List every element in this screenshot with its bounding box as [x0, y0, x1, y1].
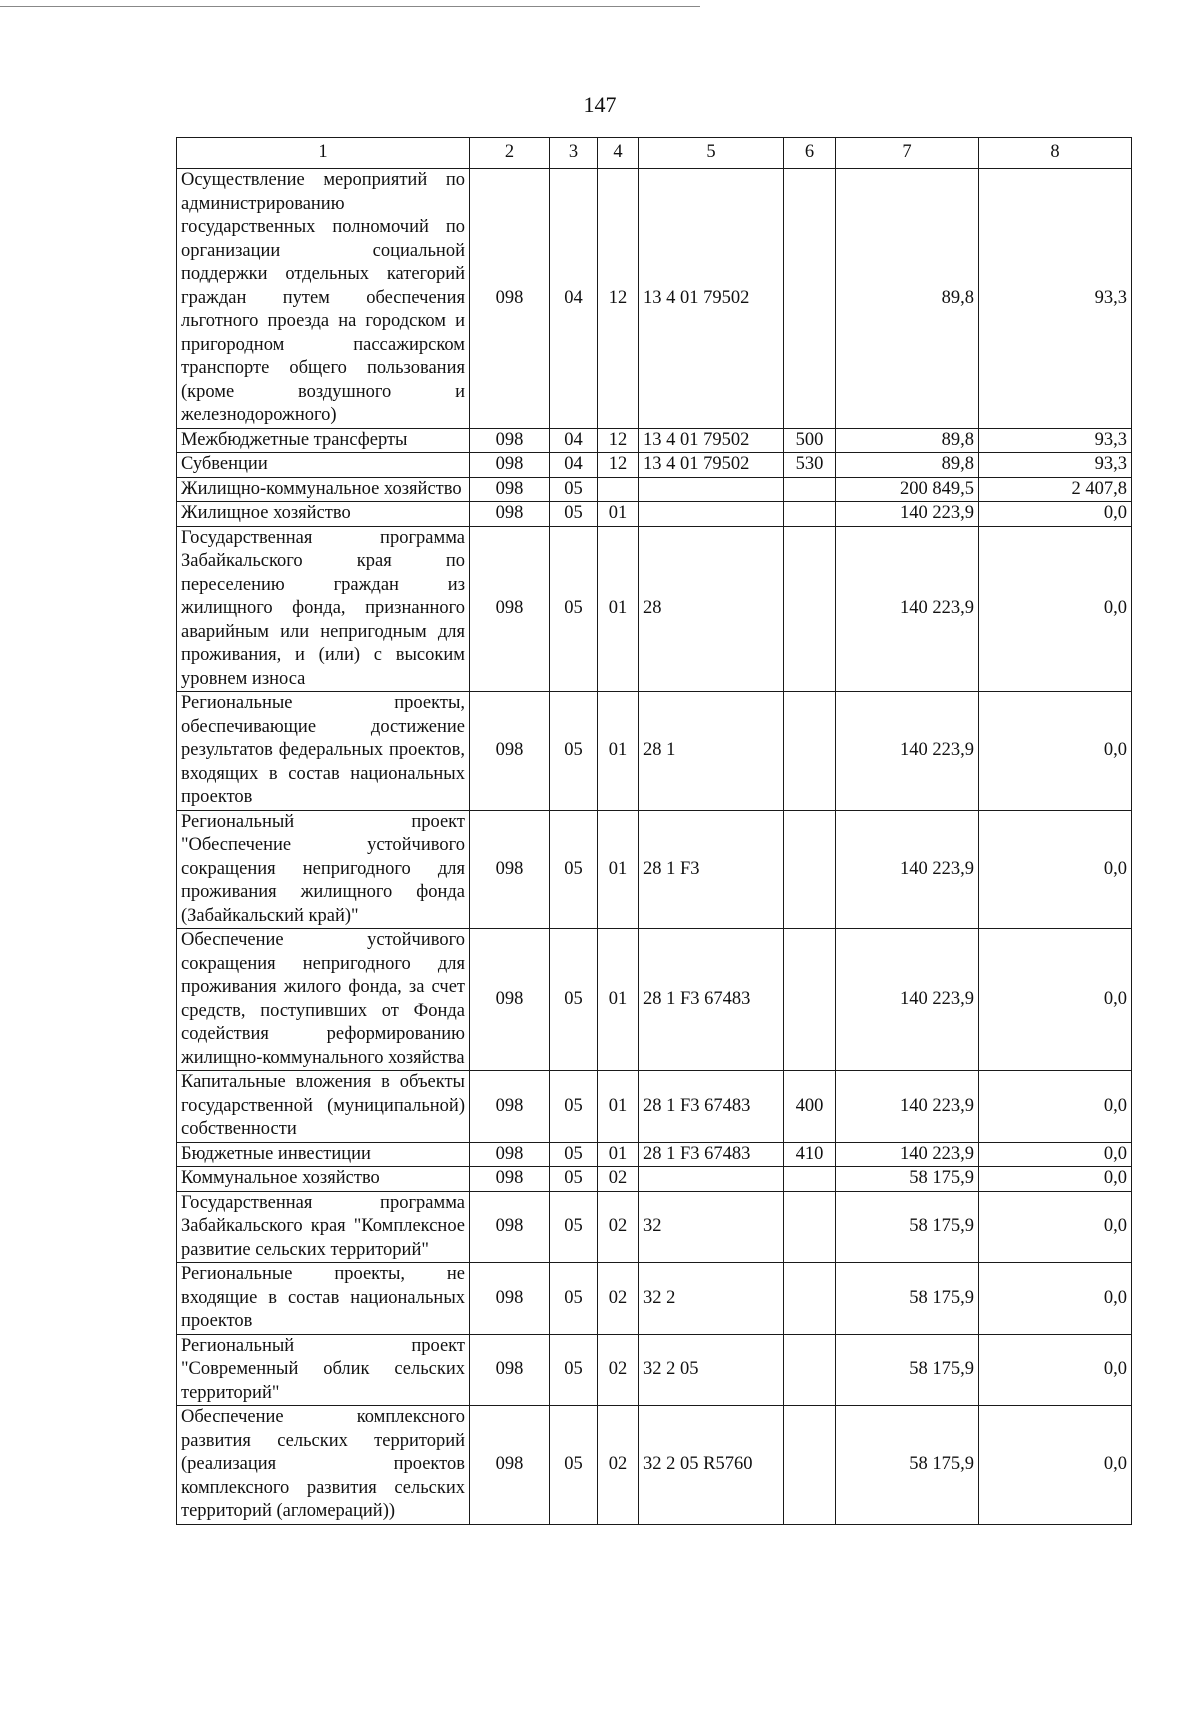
- column-header: 6: [784, 138, 836, 169]
- cell-amount-col7: 89,8: [836, 453, 979, 478]
- cell-section: 05: [550, 477, 598, 502]
- row-name-cell: Жилищно-коммунальное хозяйство: [177, 477, 470, 502]
- row-name-cell: Региональный проект "Обеспечение устойчивого сокращения непригодного для проживания жилищного фонда (Забайкальский край)": [177, 810, 470, 929]
- cell-code-admin: 098: [470, 428, 550, 453]
- cell-amount-col7: 89,8: [836, 428, 979, 453]
- cell-amount-col7: 58 175,9: [836, 1191, 979, 1263]
- cell-target-article: 28 1 F3 67483: [639, 929, 784, 1071]
- cell-amount-col7: 140 223,9: [836, 692, 979, 811]
- table-header-row: [177, 138, 1132, 169]
- cell-target-article: 28 1 F3: [639, 810, 784, 929]
- budget-table: [176, 137, 1132, 1525]
- cell-subsection: 01: [598, 1142, 639, 1167]
- cell-target-article: 32: [639, 1191, 784, 1263]
- table-row: [177, 477, 1132, 502]
- row-name-cell: Осуществление мероприятий по администрированию государственных полномочий по организации социальной поддержки отдельных категорий граждан путем обеспечения льготного проезда на городском и пригородном пассажирском транспорте общего пользования (кроме воздушного и железнодорожного): [177, 169, 470, 429]
- cell-target-article: 13 4 01 79502: [639, 169, 784, 429]
- cell-section: 05: [550, 810, 598, 929]
- cell-code-admin: 098: [470, 1167, 550, 1192]
- cell-amount-col8: 93,3: [979, 169, 1132, 429]
- cell-expense-type: [784, 169, 836, 429]
- row-name-cell: Региональные проекты, не входящие в состав национальных проектов: [177, 1263, 470, 1335]
- cell-section: 04: [550, 428, 598, 453]
- table-row: [177, 1334, 1132, 1406]
- row-name-cell: Обеспечение комплексного развития сельских территорий (реализация проектов комплексного развития сельских территорий (агломераций)): [177, 1406, 470, 1525]
- cell-section: 05: [550, 1071, 598, 1143]
- cell-amount-col7: 140 223,9: [836, 526, 979, 692]
- cell-code-admin: 098: [470, 1142, 550, 1167]
- cell-subsection: 02: [598, 1263, 639, 1335]
- cell-expense-type: [784, 692, 836, 811]
- cell-code-admin: 098: [470, 169, 550, 429]
- column-header: 4: [598, 138, 639, 169]
- cell-amount-col8: 0,0: [979, 1167, 1132, 1192]
- cell-target-article: [639, 502, 784, 527]
- cell-subsection: 01: [598, 692, 639, 811]
- row-name-cell: Государственная программа Забайкальского края по переселению граждан из жилищного фонда, признанного аварийным или непригодным для проживания, и (или) с высоким уровнем износа: [177, 526, 470, 692]
- row-name-cell: Обеспечение устойчивого сокращения непригодного для проживания жилого фонда, за счет средств, поступивших от Фонда содействия реформированию жилищно-коммунального хозяйства: [177, 929, 470, 1071]
- row-name-cell: Жилищное хозяйство: [177, 502, 470, 527]
- table-row: [177, 428, 1132, 453]
- cell-subsection: 12: [598, 169, 639, 429]
- column-header: 7: [836, 138, 979, 169]
- cell-expense-type: 530: [784, 453, 836, 478]
- cell-subsection: 01: [598, 929, 639, 1071]
- cell-amount-col7: 140 223,9: [836, 1142, 979, 1167]
- cell-amount-col7: 140 223,9: [836, 810, 979, 929]
- cell-amount-col8: 0,0: [979, 692, 1132, 811]
- row-name-cell: Региональные проекты, обеспечивающие достижение результатов федеральных проектов, входящих в состав национальных проектов: [177, 692, 470, 811]
- cell-code-admin: 098: [470, 810, 550, 929]
- table-row: [177, 692, 1132, 811]
- cell-subsection: 02: [598, 1191, 639, 1263]
- cell-amount-col8: 0,0: [979, 1263, 1132, 1335]
- cell-target-article: 32 2: [639, 1263, 784, 1335]
- cell-amount-col7: 200 849,5: [836, 477, 979, 502]
- row-name-cell: Межбюджетные трансферты: [177, 428, 470, 453]
- cell-section: 05: [550, 929, 598, 1071]
- cell-subsection: 02: [598, 1334, 639, 1406]
- cell-subsection: 12: [598, 453, 639, 478]
- table-row: [177, 1406, 1132, 1525]
- cell-amount-col7: 140 223,9: [836, 1071, 979, 1143]
- cell-code-admin: 098: [470, 929, 550, 1071]
- cell-amount-col8: 0,0: [979, 526, 1132, 692]
- table-row: [177, 1191, 1132, 1263]
- row-name-cell: Субвенции: [177, 453, 470, 478]
- row-name-cell: Бюджетные инвестиции: [177, 1142, 470, 1167]
- cell-expense-type: [784, 1191, 836, 1263]
- cell-code-admin: 098: [470, 1191, 550, 1263]
- cell-section: 05: [550, 1191, 598, 1263]
- table-row: [177, 1167, 1132, 1192]
- cell-expense-type: [784, 477, 836, 502]
- cell-subsection: 01: [598, 526, 639, 692]
- cell-section: 05: [550, 1334, 598, 1406]
- cell-subsection: 01: [598, 502, 639, 527]
- cell-subsection: 12: [598, 428, 639, 453]
- cell-amount-col8: 0,0: [979, 1142, 1132, 1167]
- table-row: [177, 526, 1132, 692]
- cell-expense-type: [784, 1406, 836, 1525]
- cell-subsection: 01: [598, 1071, 639, 1143]
- table-row: [177, 1071, 1132, 1143]
- cell-amount-col8: 0,0: [979, 810, 1132, 929]
- table-row: [177, 169, 1132, 429]
- table-row: [177, 810, 1132, 929]
- cell-amount-col8: 93,3: [979, 453, 1132, 478]
- cell-target-article: 13 4 01 79502: [639, 428, 784, 453]
- cell-amount-col8: 93,3: [979, 428, 1132, 453]
- cell-amount-col7: 140 223,9: [836, 502, 979, 527]
- cell-section: 05: [550, 526, 598, 692]
- column-header: 5: [639, 138, 784, 169]
- cell-code-admin: 098: [470, 1406, 550, 1525]
- cell-amount-col8: 2 407,8: [979, 477, 1132, 502]
- cell-expense-type: 500: [784, 428, 836, 453]
- table-row: [177, 1142, 1132, 1167]
- cell-expense-type: 400: [784, 1071, 836, 1143]
- cell-code-admin: 098: [470, 1071, 550, 1143]
- row-name-cell: Региональный проект "Современный облик сельских территорий": [177, 1334, 470, 1406]
- cell-code-admin: 098: [470, 453, 550, 478]
- column-header: 2: [470, 138, 550, 169]
- row-name-cell: Коммунальное хозяйство: [177, 1167, 470, 1192]
- cell-subsection: 02: [598, 1406, 639, 1525]
- cell-amount-col8: 0,0: [979, 502, 1132, 527]
- cell-code-admin: 098: [470, 477, 550, 502]
- cell-target-article: 32 2 05: [639, 1334, 784, 1406]
- cell-subsection: [598, 477, 639, 502]
- cell-amount-col8: 0,0: [979, 929, 1132, 1071]
- cell-amount-col7: 58 175,9: [836, 1263, 979, 1335]
- cell-amount-col7: 140 223,9: [836, 929, 979, 1071]
- cell-section: 05: [550, 692, 598, 811]
- table-body: [177, 138, 1132, 1525]
- table-row: [177, 502, 1132, 527]
- cell-amount-col7: 58 175,9: [836, 1406, 979, 1525]
- cell-expense-type: 410: [784, 1142, 836, 1167]
- cell-code-admin: 098: [470, 502, 550, 527]
- cell-expense-type: [784, 526, 836, 692]
- cell-code-admin: 098: [470, 526, 550, 692]
- cell-section: 05: [550, 1406, 598, 1525]
- cell-amount-col7: 89,8: [836, 169, 979, 429]
- cell-section: 04: [550, 453, 598, 478]
- cell-subsection: 02: [598, 1167, 639, 1192]
- cell-section: 04: [550, 169, 598, 429]
- table-row: [177, 929, 1132, 1071]
- cell-section: 05: [550, 502, 598, 527]
- column-header: 1: [177, 138, 470, 169]
- cell-amount-col8: 0,0: [979, 1334, 1132, 1406]
- cell-expense-type: [784, 1167, 836, 1192]
- scan-artifact-line: [0, 6, 700, 7]
- cell-amount-col7: 58 175,9: [836, 1167, 979, 1192]
- cell-section: 05: [550, 1263, 598, 1335]
- cell-section: 05: [550, 1167, 598, 1192]
- table-row: [177, 453, 1132, 478]
- cell-amount-col8: 0,0: [979, 1406, 1132, 1525]
- row-name-cell: Государственная программа Забайкальского края "Комплексное развитие сельских территорий": [177, 1191, 470, 1263]
- cell-code-admin: 098: [470, 692, 550, 811]
- cell-target-article: 13 4 01 79502: [639, 453, 784, 478]
- cell-expense-type: [784, 1334, 836, 1406]
- cell-target-article: 28: [639, 526, 784, 692]
- cell-amount-col8: 0,0: [979, 1071, 1132, 1143]
- table-row: [177, 1263, 1132, 1335]
- row-name-cell: Капитальные вложения в объекты государственной (муниципальной) собственности: [177, 1071, 470, 1143]
- cell-amount-col7: 58 175,9: [836, 1334, 979, 1406]
- cell-target-article: 28 1 F3 67483: [639, 1071, 784, 1143]
- cell-target-article: [639, 477, 784, 502]
- page-number: 147: [583, 92, 617, 117]
- cell-expense-type: [784, 1263, 836, 1335]
- cell-amount-col8: 0,0: [979, 1191, 1132, 1263]
- cell-code-admin: 098: [470, 1334, 550, 1406]
- cell-subsection: 01: [598, 810, 639, 929]
- column-header: 8: [979, 138, 1132, 169]
- cell-target-article: 28 1 F3 67483: [639, 1142, 784, 1167]
- column-header: 3: [550, 138, 598, 169]
- cell-target-article: [639, 1167, 784, 1192]
- cell-expense-type: [784, 929, 836, 1071]
- cell-target-article: 32 2 05 R5760: [639, 1406, 784, 1525]
- cell-section: 05: [550, 1142, 598, 1167]
- cell-code-admin: 098: [470, 1263, 550, 1335]
- cell-expense-type: [784, 502, 836, 527]
- cell-target-article: 28 1: [639, 692, 784, 811]
- cell-expense-type: [784, 810, 836, 929]
